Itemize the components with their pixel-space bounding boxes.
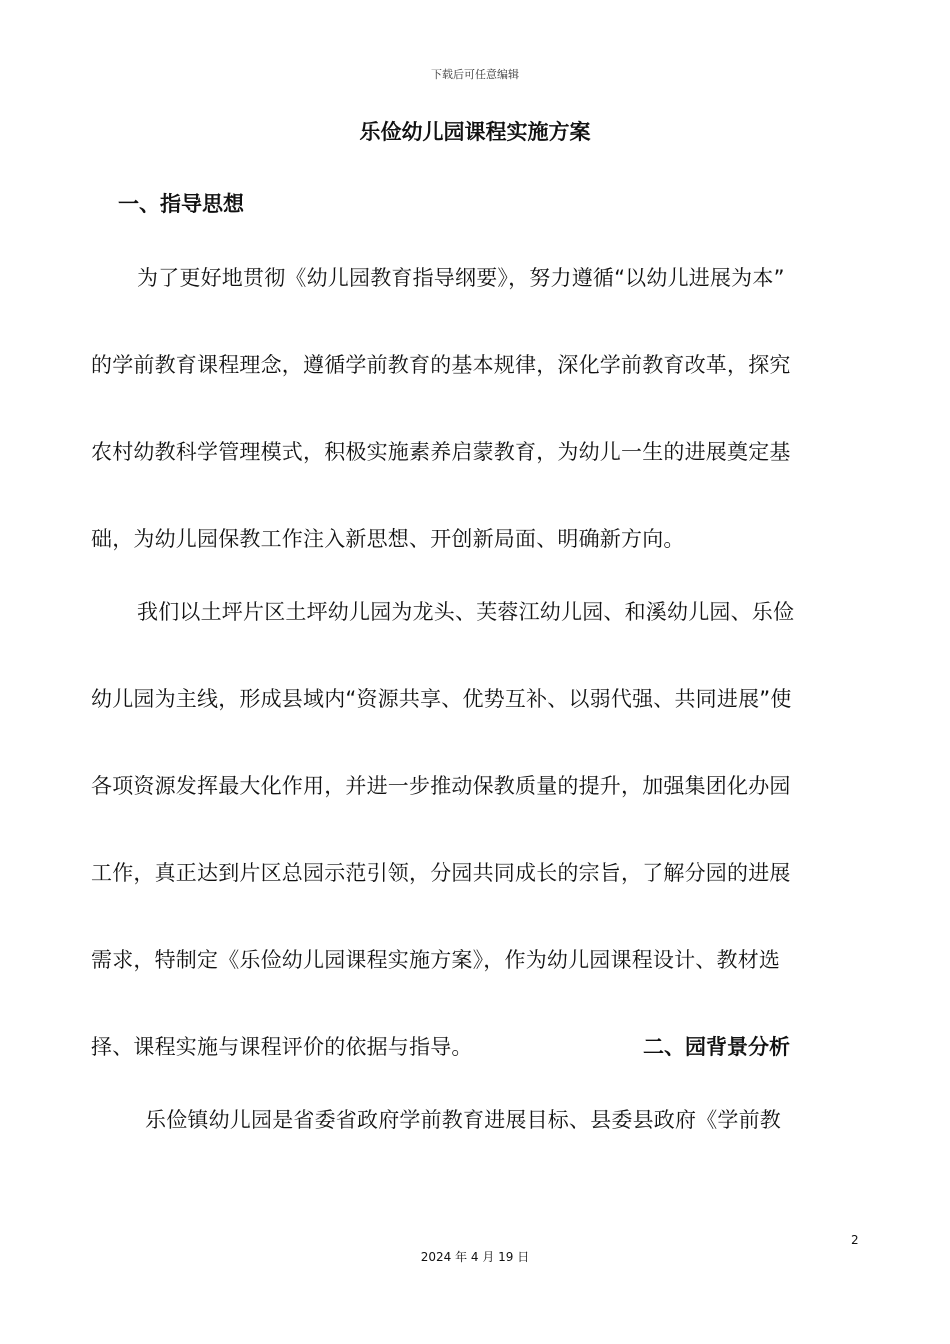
paragraph-line: 的学前教育课程理念，遵循学前教育的基本规律，深化学前教育改革，探究 <box>91 353 791 377</box>
header-note: 下载后可任意编辑 <box>431 68 519 81</box>
paragraph-line: 各项资源发挥最大化作用，并进一步推动保教质量的提升，加强集团化办园 <box>91 774 791 798</box>
paragraph-line: 需求，特制定《乐俭幼儿园课程实施方案》，作为幼儿园课程设计、教材选 <box>91 948 781 972</box>
paragraph-line: 幼儿园为主线，形成县域内“资源共享、优势互补、以弱代强、共同进展”使 <box>91 687 792 711</box>
footer-date: 2024 年 4 月 19 日 <box>420 1250 530 1264</box>
paragraph-line: 乐俭镇幼儿园是省委省政府学前教育进展目标、县委县政府《学前教 <box>145 1108 781 1132</box>
paragraph-line: 农村幼教科学管理模式，积极实施素养启蒙教育，为幼儿一生的进展奠定基 <box>91 440 791 464</box>
paragraph-line: 择、课程实施与课程评价的依据与指导。 <box>91 1035 473 1059</box>
document-title: 乐俭幼儿园课程实施方案 <box>359 120 591 144</box>
section-heading-guiding-ideology: 一、指导思想 <box>118 192 244 216</box>
section-heading-background-analysis: 二、园背景分析 <box>643 1035 790 1059</box>
paragraph-line: 为了更好地贯彻《幼儿园教育指导纲要》，努力遵循“以幼儿进展为本” <box>137 266 785 290</box>
page-number: 2 <box>851 1233 859 1247</box>
paragraph-line: 工作，真正达到片区总园示范引领，分园共同成长的宗旨，了解分园的进展 <box>91 861 791 885</box>
paragraph-line: 础，为幼儿园保教工作注入新思想、开创新局面、明确新方向。 <box>91 527 685 551</box>
paragraph-line: 我们以土坪片区土坪幼儿园为龙头、芙蓉江幼儿园、和溪幼儿园、乐俭 <box>137 600 795 624</box>
